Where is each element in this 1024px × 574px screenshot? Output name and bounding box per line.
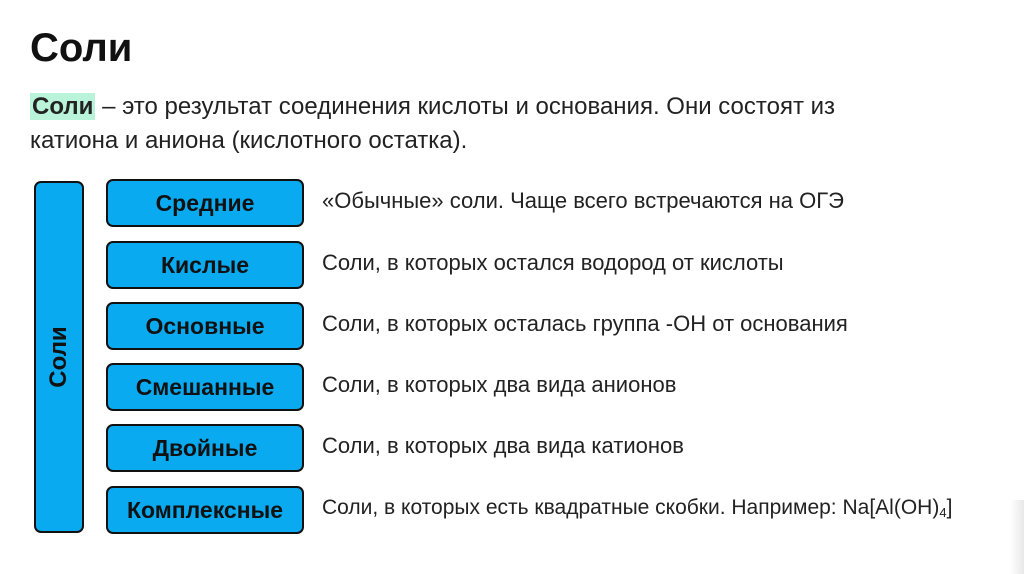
salt-type-row bbox=[106, 363, 1006, 411]
salt-type-description: Соли, в которых остался водород от кислоты bbox=[322, 250, 784, 275]
salt-type-label: Смешанные bbox=[106, 363, 304, 411]
formula-subscript: 4 bbox=[939, 505, 947, 520]
side-bar bbox=[34, 181, 84, 533]
salt-type-row bbox=[106, 486, 1006, 534]
salt-type-row bbox=[106, 302, 1006, 350]
salt-type-row bbox=[106, 179, 1006, 227]
salt-type-description: Соли, в которых два вида анионов bbox=[322, 372, 677, 397]
side-bar-label: Соли bbox=[45, 326, 72, 388]
description-text: Соли, в которых есть квадратные скобки. Например: bbox=[322, 496, 843, 519]
page-edge-shadow bbox=[1010, 500, 1024, 574]
salt-type-label: Основные bbox=[106, 302, 304, 350]
salt-type-label: Двойные bbox=[106, 424, 304, 472]
salt-type-description: Соли, в которых осталась группа -ОН от основания bbox=[322, 311, 848, 336]
salt-type-description: «Обычные» соли. Чаще всего встречаются на ОГЭ bbox=[322, 188, 844, 213]
salt-type-label: Средние bbox=[106, 179, 304, 227]
salt-type-label: Комплексные bbox=[106, 486, 304, 534]
salt-type-description bbox=[322, 486, 952, 534]
salt-type-row bbox=[106, 241, 1006, 289]
intro-paragraph bbox=[30, 90, 910, 158]
formula-end: ] bbox=[946, 496, 953, 519]
salt-type-row bbox=[106, 424, 1006, 472]
salt-type-description: Соли, в которых два вида катионов bbox=[322, 433, 684, 458]
intro-term: Соли bbox=[32, 93, 94, 120]
intro-text: – это результат соединения кислоты и основания. Они состоят из катиона и аниона (кислотного остатка). bbox=[30, 93, 836, 154]
salt-type-label: Кислые bbox=[106, 241, 304, 289]
formula-text: Na[Al(OH) bbox=[842, 496, 940, 519]
page-title: Соли bbox=[30, 26, 133, 70]
